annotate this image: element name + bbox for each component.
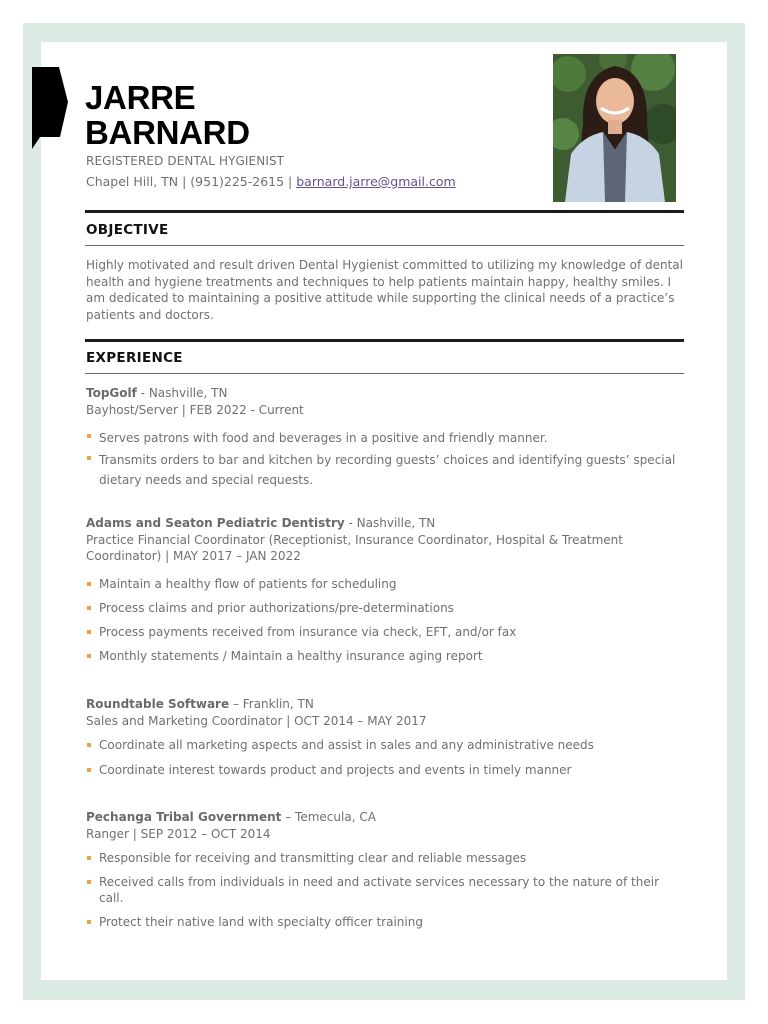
list-item: Transmits orders to bar and kitchen by recording guests’ choices and identifying guests’ special dietary needs and special requests. [86, 450, 686, 490]
company-name: Pechanga Tribal Government [86, 810, 282, 824]
job-role: Ranger | SEP 2012 – OCT 2014 [86, 826, 271, 841]
list-item: Received calls from individuals in need and activate services necessary to the nature of their call. [86, 874, 686, 906]
job-header [86, 809, 686, 826]
experience-heading-rule [85, 373, 684, 374]
job-adams-seaton [86, 515, 686, 664]
job-pechanga [86, 809, 686, 930]
list-item: Protect their native land with specialty officer training [86, 914, 686, 930]
job-title: REGISTERED DENTAL HYGIENIST [86, 154, 285, 168]
list-item: Responsible for receiving and transmitting clear and reliable messages [86, 850, 686, 866]
objective-text: Highly motivated and result driven Dental Hygienist committed to utilizing my knowledge of dental health and hygiene treatments and techniques to help patients maintain happy, healthy smiles. I am dedicated to maintaining a positive attitude while supporting the clinical needs of a practice’s patients and doctors. [86, 258, 683, 323]
list-item: Maintain a healthy flow of patients for scheduling [86, 576, 686, 592]
list-item: Coordinate interest towards product and projects and events in timely manner [86, 762, 686, 778]
job-bullets [86, 737, 686, 778]
job-topgolf [86, 385, 686, 490]
job-bullets [86, 850, 686, 930]
company-name: TopGolf [86, 386, 137, 400]
job-role: Practice Financial Coordinator (Receptionist, Insurance Coordinator, Hospital & Treatment Coordinator) | MAY 2017 – JAN 2022 [86, 532, 623, 563]
company-name: Adams and Seaton Pediatric Dentistry [86, 516, 345, 530]
ribbon-tab-icon [32, 67, 68, 149]
email-link[interactable]: barnard.jarre@gmail.com [296, 174, 456, 189]
job-bullets [86, 576, 686, 664]
list-item: Monthly statements / Maintain a healthy insurance aging report [86, 648, 686, 664]
name-line-last: BARNARD [85, 114, 250, 151]
job-location: - Nashville, TN [136, 386, 228, 400]
job-role: Sales and Marketing Coordinator | OCT 2014 – MAY 2017 [86, 713, 427, 728]
objective-heading-rule [85, 245, 684, 246]
contact-details: Chapel Hill, TN | (951)225-2615 | [86, 174, 297, 189]
job-header [86, 696, 686, 713]
job-location: – Temecula, CA [281, 810, 376, 824]
job-role: Bayhost/Server | FEB 2022 - Current [86, 402, 304, 417]
job-header [86, 515, 686, 532]
experience-top-rule [85, 339, 684, 342]
job-roundtable [86, 696, 686, 778]
contact-line [86, 174, 456, 189]
objective-top-rule [85, 210, 684, 213]
company-name: Roundtable Software [86, 697, 230, 711]
candidate-name [85, 80, 250, 150]
experience-heading: EXPERIENCE [86, 350, 183, 366]
list-item: Coordinate all marketing aspects and assist in sales and any administrative needs [86, 737, 686, 753]
profile-photo [553, 54, 676, 202]
job-location: - Nashville, TN [344, 516, 436, 530]
list-item: Process claims and prior authorizations/pre-determinations [86, 600, 686, 616]
job-bullets [86, 428, 686, 490]
name-line-first: JARRE [85, 79, 196, 116]
job-location: – Franklin, TN [229, 697, 314, 711]
list-item: Process payments received from insurance via check, EFT, and/or fax [86, 624, 686, 640]
list-item: Serves patrons with food and beverages in a positive and friendly manner. [86, 428, 686, 448]
objective-heading: OBJECTIVE [86, 222, 169, 238]
job-header [86, 385, 686, 402]
